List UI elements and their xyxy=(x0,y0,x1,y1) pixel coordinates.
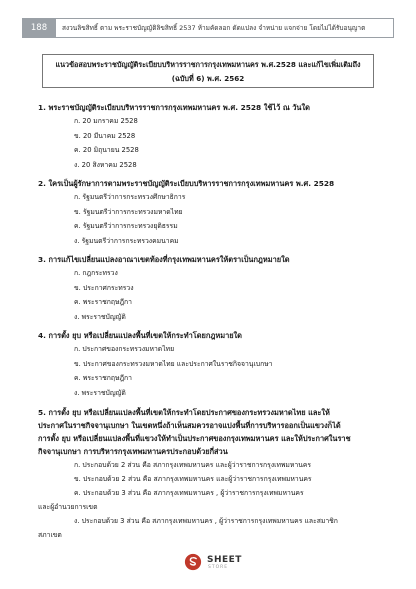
option: ข. ประกอบด้วย 2 ส่วน คือ สภากรุงเทพมหานคร และผู้ว่าราชการกรุงเทพมหานคร xyxy=(74,475,312,483)
option: ค. พระราชกฤษฎีกา xyxy=(74,374,132,382)
option: ข. ประกาศกระทรวง xyxy=(74,283,134,292)
option: ข. 20 มีนาคม 2528 xyxy=(74,131,136,140)
title-box xyxy=(42,54,374,88)
option: ง. รัฐมนตรีว่าการกระทรวงคมนาคม xyxy=(74,236,179,245)
option: ค. พระราชกฤษฎีกา xyxy=(74,298,132,306)
question-3 xyxy=(38,254,380,324)
sheet-store-logo-icon xyxy=(184,553,202,571)
question-5 xyxy=(38,406,380,542)
option-continuation: สภาเขต xyxy=(38,531,62,539)
option: ข. รัฐมนตรีว่าการกระทรวงมหาดไทย xyxy=(74,207,183,216)
option: ก. กฎกระทรวง xyxy=(74,269,118,277)
question-1 xyxy=(38,102,380,172)
question-2 xyxy=(38,178,380,248)
copyright-notice: สงวนลิขสิทธิ์ ตาม พระราชบัญญัติลิขสิทธิ์ 2537 ห้ามคัดลอก ดัดแปลง จำหน่าย แจกจ่าย โดยไม่ได้รับอนุญาต xyxy=(56,18,394,38)
question-text-line: 5. การตั้ง ยุบ หรือเปลี่ยนแปลงพื้นที่เขตให้กระทำโดยประกาศของกระทรวงมหาดไทย และให้ xyxy=(38,408,330,417)
option: ง. 20 สิงหาคม 2528 xyxy=(74,160,137,169)
question-text: 4. การตั้ง ยุบ หรือเปลี่ยนแปลงพื้นที่เขตให้กระทำโดยกฎหมายใด xyxy=(38,331,242,340)
title-line-2: (ฉบับที่ 6) พ.ศ. 2562 xyxy=(171,74,245,83)
option: ก. ประกอบด้วย 2 ส่วน คือ สภากรุงเทพมหานคร และผู้ว่าราชการกรุงเทพมหานคร xyxy=(74,461,312,469)
question-text: 1. พระราชบัญญัติระเบียบบริหารราชการกรุงเทพมหานคร พ.ศ. 2528 ใช้ไว้ ณ วันใด xyxy=(38,103,310,112)
question-4 xyxy=(38,330,380,400)
option: ง. พระราชบัญญัติ xyxy=(74,388,126,397)
option: ก. ประกาศของกระทรวงมหาดไทย xyxy=(74,345,175,353)
option: ค. ประกอบด้วย 3 ส่วน คือ สภากรุงเทพมหานคร , ผู้ว่าราชการกรุงเทพมหานคร xyxy=(74,489,304,497)
question-text-line: ประกาศในราชกิจจานุเบกษา ในเขตหนึ่งถ้าเห็นสมควรอาจแบ่งพื้นที่การบริหารออกเป็นแขวงก็ได้ xyxy=(38,421,341,430)
option: ก. รัฐมนตรีว่าการกระทรวงศึกษาธิการ xyxy=(74,193,186,201)
brand-name: SHEET xyxy=(207,554,242,565)
page-number: 188 xyxy=(22,18,56,38)
brand-sub: STORE xyxy=(208,564,229,570)
option: ก. 20 มกราคม 2528 xyxy=(74,117,138,125)
option: ค. รัฐมนตรีว่าการกระทรวงยุติธรรม xyxy=(74,222,178,230)
option-continuation: และผู้อำนวยการเขต xyxy=(38,503,98,511)
title-line-1: แนวข้อสอบพระราชบัญญัติระเบียบบริหารราชการกรุงเทพมหานคร พ.ศ.2528 และแก้ไขเพิ่มเติมถึง xyxy=(55,60,361,69)
question-text: 2. ใครเป็นผู้รักษาการตามพระราชบัญญัติระเบียบบริหารราชการกรุงเทพมหานคร พ.ศ. 2528 xyxy=(38,179,335,188)
question-text-line: กิจจานุเบกษา การบริหารกรุงเทพมหานครประกอบด้วยกี่ส่วน xyxy=(38,447,228,456)
option: ค. 20 มิถุนายน 2528 xyxy=(74,146,139,154)
question-list xyxy=(38,96,380,542)
option: ง. พระราชบัญญัติ xyxy=(74,312,126,321)
footer-logo xyxy=(184,553,242,571)
question-text: 3. การแก้ไขเปลี่ยนแปลงอาณาเขตท้องที่กรุงเทพมหานครให้ตราเป็นกฎหมายใด xyxy=(38,255,290,264)
question-text-line: การตั้ง ยุบ หรือเปลี่ยนแปลงพื้นที่แขวงให้ทำเป็นประกาศของกรุงเทพมหานคร และให้ประกาศในราช xyxy=(38,434,351,443)
option: ข. ประกาศของกระทรวงมหาดไทย และประกาศในราชกิจจานุเบกษา xyxy=(74,359,273,368)
option: ง. ประกอบด้วย 3 ส่วน คือ สภากรุงเทพมหานคร , ผู้ว่าราชการกรุงเทพมหานคร และสมาชิก xyxy=(74,517,338,525)
page-header xyxy=(22,18,394,38)
